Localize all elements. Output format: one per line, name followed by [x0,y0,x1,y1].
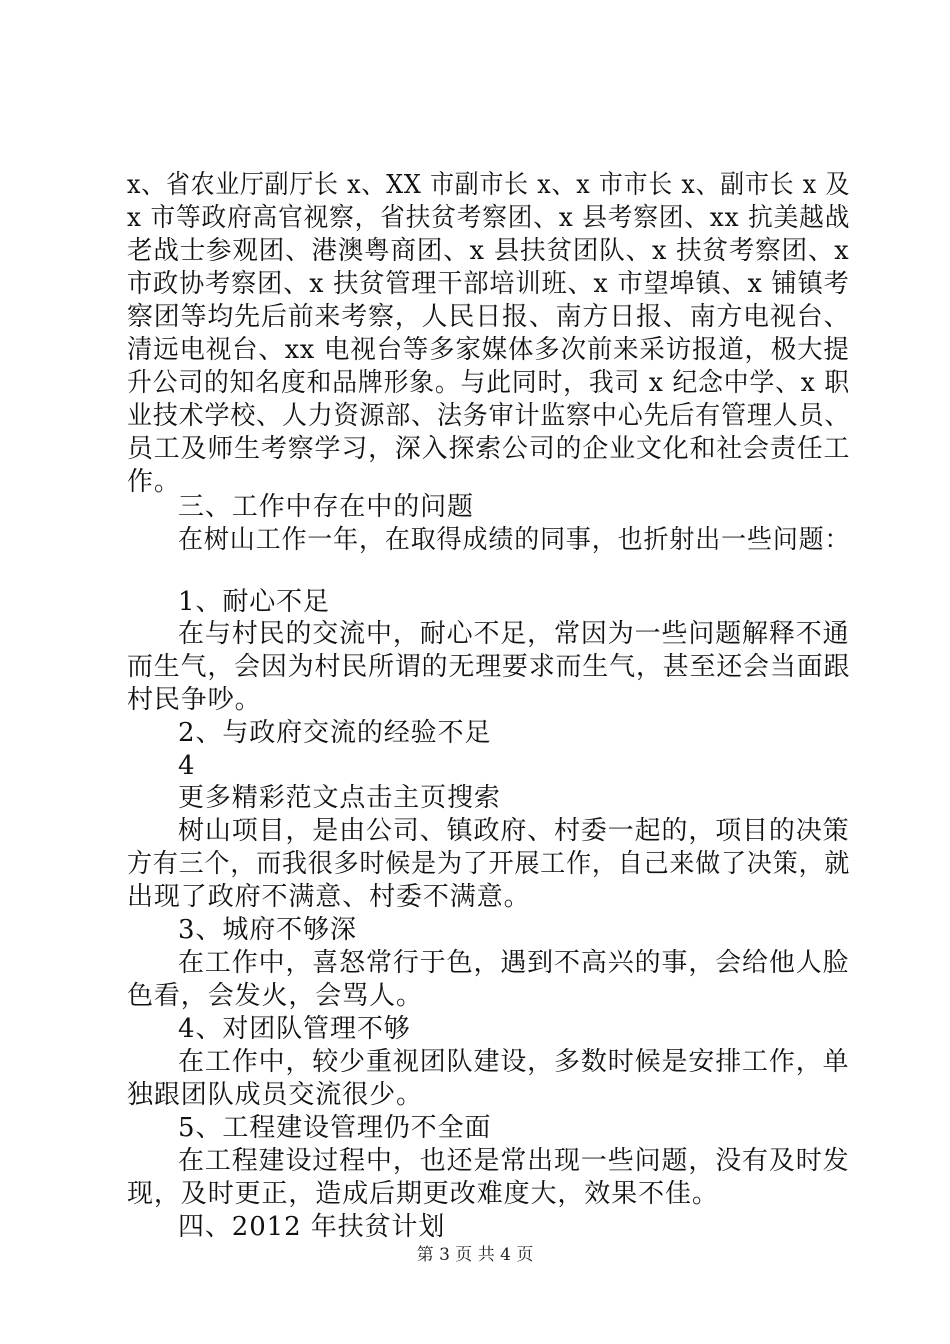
paragraph-line: x 市等政府高官视察，省扶贫考察团、x 县考察团、xx 抗美越战 [127,203,851,233]
page-footer: 第 3 页 共 4 页 [416,1245,534,1265]
paragraph-line: x、省农业厅副厅长 x、XX 市副市长 x、x 市市长 x、副市长 x 及 [127,170,851,200]
paragraph-line: 方有三个，而我很多时候是为了开展工作，自己来做了决策，就 [127,849,851,879]
promo-text: 更多精彩范文点击主页搜索 [178,783,501,813]
paragraph-line: 色看，会发火，会骂人。 [127,981,423,1011]
paragraph-line: 作。 [127,467,181,497]
paragraph-line: 升公司的知名度和品牌形象。与此同时，我司 x 纪念中学、x 职 [127,368,851,398]
paragraph-line: 在工作中，较少重视团队建设，多数时候是安排工作，单 [178,1047,850,1077]
paragraph-line: 在工程建设过程中，也还是常出现一些问题，没有及时发 [178,1146,850,1176]
paragraph-line: 现，及时更正，造成后期更改难度大，效果不佳。 [127,1179,719,1209]
paragraph-line: 清远电视台、xx 电视台等多家媒体多次前来采访报道，极大提 [127,335,850,365]
subsection-heading: 4、对团队管理不够 [178,1014,411,1044]
paragraph-line: 在工作中，喜怒常行于色，遇到不高兴的事，会给他人脸 [178,948,850,978]
paragraph-line: 独跟团队成员交流很少。 [127,1080,423,1110]
paragraph-line: 树山项目，是由公司、镇政府、村委一起的，项目的决策 [178,816,850,846]
paragraph-line: 在与村民的交流中，耐心不足，常因为一些问题解释不通 [178,619,850,649]
paragraph-line: 市政协考察团、x 扶贫管理干部培训班、x 市望埠镇、x 铺镇考 [127,269,850,299]
paragraph-line: 老战士参观团、港澳粤商团、x 县扶贫团队、x 扶贫考察团、x [127,236,850,266]
page-number-inline: 4 [178,751,196,781]
paragraph-line: 察团等均先后前来考察，人民日报、南方日报、南方电视台、 [127,302,851,332]
subsection-heading: 3、城府不够深 [178,915,357,945]
paragraph-line: 在树山工作一年，在取得成绩的同事，也折射出一些问题： [178,525,851,555]
paragraph-line: 村民争吵。 [127,685,262,715]
subsection-heading: 2、与政府交流的经验不足 [178,718,492,748]
subsection-heading: 1、耐心不足 [178,587,330,617]
paragraph-line: 而生气，会因为村民所谓的无理要求而生气，甚至还会当面跟 [127,652,851,682]
paragraph-line: 出现了政府不满意、村委不满意。 [127,882,531,912]
paragraph-line: 业技术学校、人力资源部、法务审计监察中心先后有管理人员、 [127,401,851,431]
subsection-heading: 5、工程建设管理仍不全面 [178,1113,492,1143]
section-heading: 四、2012 年扶贫计划 [178,1212,446,1242]
section-heading: 三、工作中存在中的问题 [178,492,474,522]
paragraph-line: 员工及师生考察学习，深入探索公司的企业文化和社会责任工 [127,434,851,464]
